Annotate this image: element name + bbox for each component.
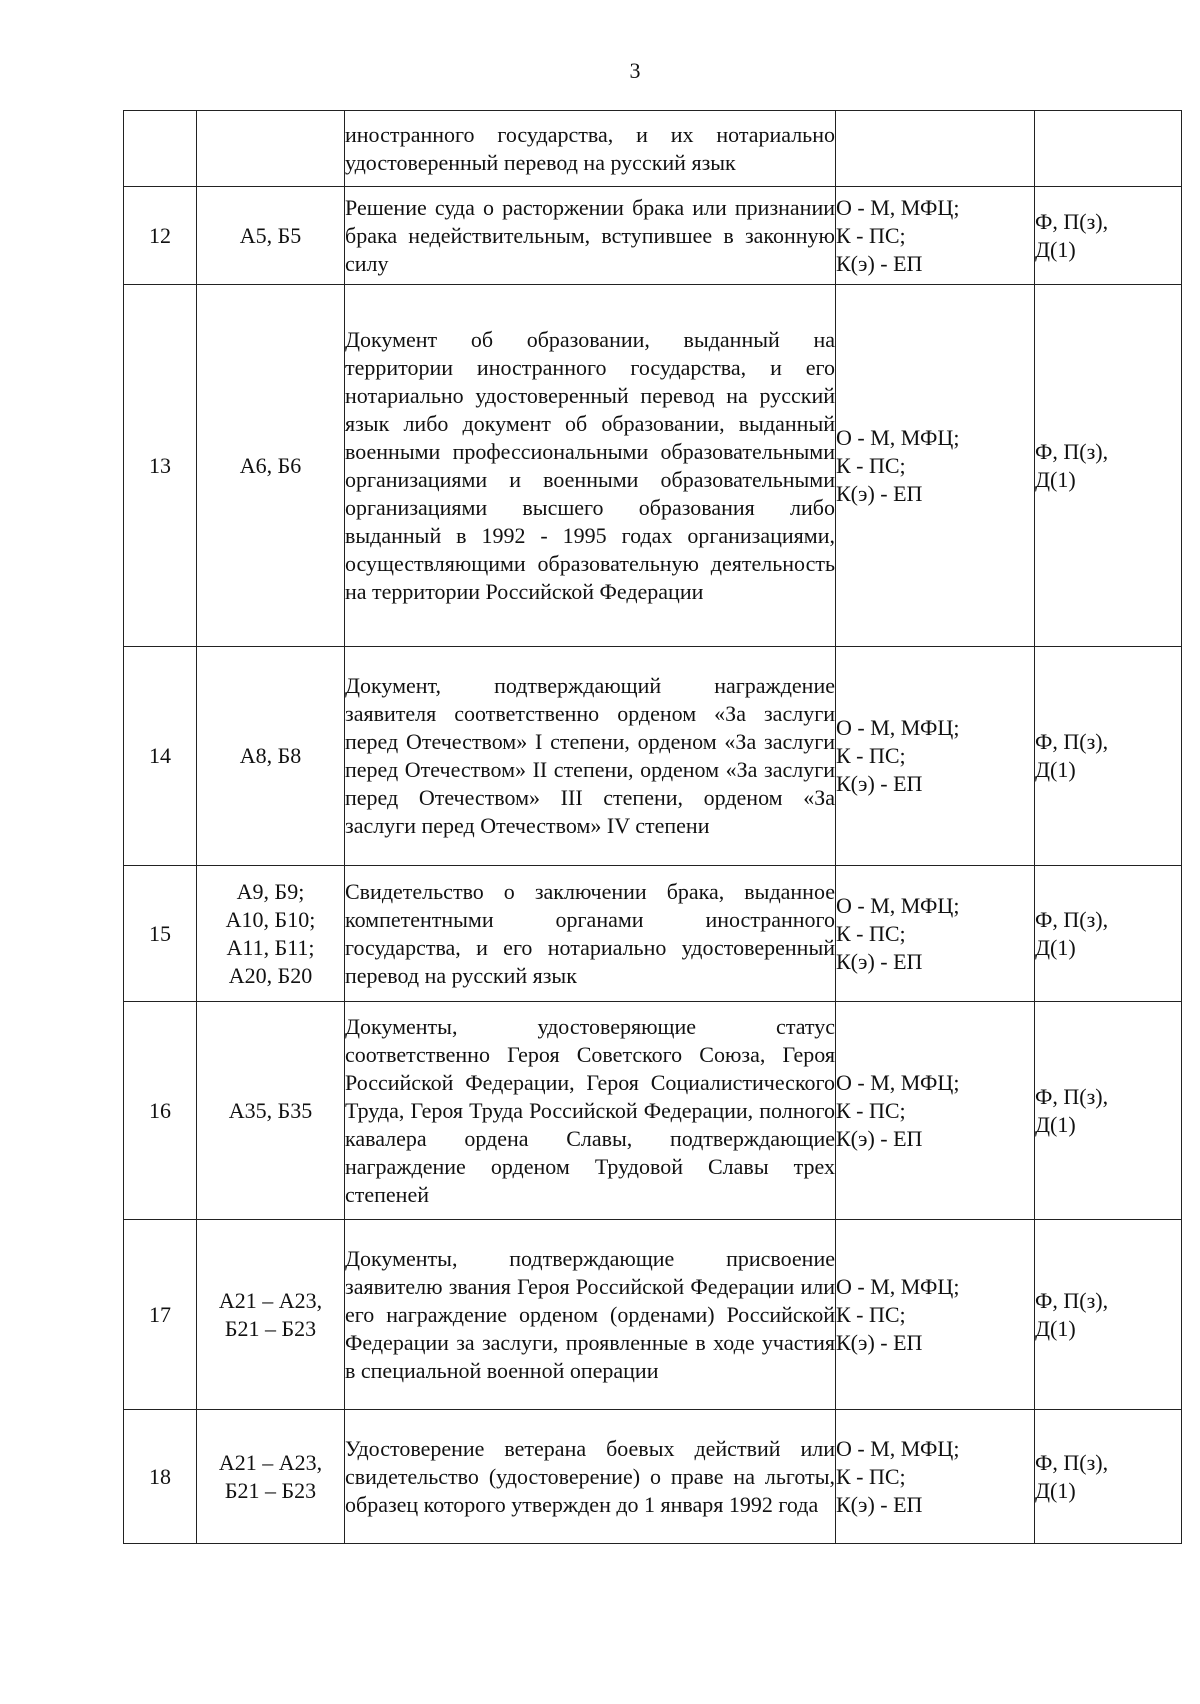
row-ways: О - М, МФЦ; К - ПС; К(э) - ЕП xyxy=(836,647,1035,866)
row-codes: А8, Б8 xyxy=(197,647,345,866)
row-document: Документы, удостоверяющие статус соответственно Героя Советского Союза, Героя Российской Федерации, Героя Социалистического Труда, Героя Труда Российской Федерации, полного кавалера ордена Славы, подтверждающие награждение орденом Трудовой Славы трех степеней xyxy=(345,1002,836,1220)
row-codes: А21 – А23, Б21 – Б23 xyxy=(197,1410,345,1544)
row-codes: А5, Б5 xyxy=(197,187,345,285)
row-number: 14 xyxy=(124,647,197,866)
row-ways: О - М, МФЦ; К - ПС; К(э) - ЕП xyxy=(836,1002,1035,1220)
row-forms: Ф, П(з), Д(1) xyxy=(1035,187,1182,285)
row-forms xyxy=(1035,111,1182,187)
row-document: Документ, подтверждающий награждение заявителя соответственно орденом «За заслуги перед Отечеством» I степени, орденом «За заслуги перед Отечеством» II степени, орденом «За заслуги перед Отечеством» III степени, орденом «За заслуги перед Отечеством» IV степени xyxy=(345,647,836,866)
row-forms: Ф, П(з), Д(1) xyxy=(1035,1410,1182,1544)
row-ways: О - М, МФЦ; К - ПС; К(э) - ЕП xyxy=(836,285,1035,647)
row-codes xyxy=(197,111,345,187)
row-codes: А21 – А23, Б21 – Б23 xyxy=(197,1220,345,1410)
row-document: Документ об образовании, выданный на территории иностранного государства, и его нотариально удостоверенный перевод на русский язык либо документ об образовании, выданный военными профессиональными образовательными организациями и военными образовательными организациями высшего образования либо выданный в 1992 - 1995 годах организациями, осуществляющими образовательную деятельность на территории Российской Федерации xyxy=(345,285,836,647)
row-forms: Ф, П(з), Д(1) xyxy=(1035,647,1182,866)
row-forms: Ф, П(з), Д(1) xyxy=(1035,1002,1182,1220)
table-row xyxy=(124,285,1182,647)
table-row xyxy=(124,647,1182,866)
row-document: Решение суда о расторжении брака или признании брака недействительным, вступившее в законную силу xyxy=(345,187,836,285)
table-row xyxy=(124,1220,1182,1410)
row-number xyxy=(124,111,197,187)
row-ways: О - М, МФЦ; К - ПС; К(э) - ЕП xyxy=(836,1410,1035,1544)
row-number: 15 xyxy=(124,866,197,1002)
row-document: Удостоверение ветерана боевых действий или свидетельство (удостоверение) о праве на льготы, образец которого утвержден до 1 января 1992 года xyxy=(345,1410,836,1544)
row-document: Документы, подтверждающие присвоение заявителю звания Героя Российской Федерации или его награждение орденом (орденами) Российской Федерации за заслуги, проявленные в ходе участия в специальной военной операции xyxy=(345,1220,836,1410)
row-ways xyxy=(836,111,1035,187)
table-row xyxy=(124,1002,1182,1220)
row-number: 18 xyxy=(124,1410,197,1544)
row-number: 17 xyxy=(124,1220,197,1410)
row-document: Свидетельство о заключении брака, выданное компетентными органами иностранного государства, и его нотариально удостоверенный перевод на русский язык xyxy=(345,866,836,1002)
row-number: 16 xyxy=(124,1002,197,1220)
row-forms: Ф, П(з), Д(1) xyxy=(1035,866,1182,1002)
table-row xyxy=(124,187,1182,285)
row-codes: А9, Б9; А10, Б10; А11, Б11; А20, Б20 xyxy=(197,866,345,1002)
row-ways: О - М, МФЦ; К - ПС; К(э) - ЕП xyxy=(836,1220,1035,1410)
row-number: 13 xyxy=(124,285,197,647)
row-forms: Ф, П(з), Д(1) xyxy=(1035,1220,1182,1410)
table-row xyxy=(124,866,1182,1002)
table-row xyxy=(124,111,1182,187)
table-row xyxy=(124,1410,1182,1544)
row-forms: Ф, П(з), Д(1) xyxy=(1035,285,1182,647)
row-number: 12 xyxy=(124,187,197,285)
row-document: иностранного государства, и их нотариально удостоверенный перевод на русский язык xyxy=(345,111,836,187)
row-codes: А35, Б35 xyxy=(197,1002,345,1220)
documents-table xyxy=(123,110,1182,1544)
row-codes: А6, Б6 xyxy=(197,285,345,647)
row-ways: О - М, МФЦ; К - ПС; К(э) - ЕП xyxy=(836,187,1035,285)
row-ways: О - М, МФЦ; К - ПС; К(э) - ЕП xyxy=(836,866,1035,1002)
page-number: 3 xyxy=(629,58,641,83)
